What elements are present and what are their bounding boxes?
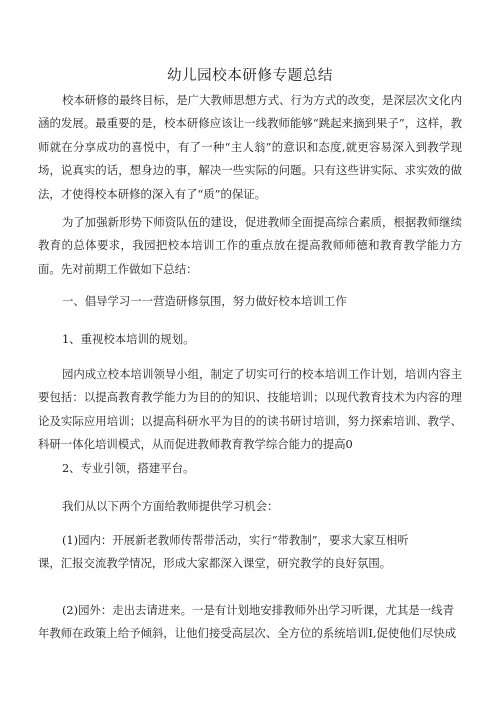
out-park-item-first-line: (2)园外：走出去请进来。一是有计划地安排教师外出学习听课，尤其是一线青 <box>61 603 454 617</box>
in-park-item <box>38 529 462 576</box>
section-heading-one: 一、倡导学习一一营造研修氛围，努力做好校本培训工作 <box>61 294 347 308</box>
point-heading-one: 1、重视校本培训的规划。 <box>61 332 195 346</box>
document-title: 幼儿园校本研修专题总结 <box>166 68 334 84</box>
in-park-item-first-line: (1)园内：开展新老教师传帮带活动，实行“带教制”，要求大家互相听 <box>61 533 409 547</box>
intro-paragraph: 校本研修的最终目标，是广大教师思想方式、行为方式的改变，是深层次文化内涵的发展。最重要的是，校本研修应该让一线教师能够“跳起来摘到果子”，这样，教师就在分享成功的喜悦中，有了一种“主人翁”的意识和态度,就更容易深入到教学现场，说真实的话，想身边的事，解决一些实际的问题。只有这些讲实际、求实效的做法，才使得校本研修的深入有了“质”的保证。 <box>38 93 462 201</box>
two-ways-paragraph: 我们从以下两个方面给教师提供学习机会： <box>61 499 279 513</box>
in-park-item-continuation: 课，汇报交流教学情况，形成大家都深入课堂，研究教学的良好氛围。 <box>38 556 392 571</box>
planning-paragraph: 园内成立校本培训领导小组，制定了切实可行的校本培训工作计划，培训内容主要包括：以提高教育教学能力为目的的知识、技能培训；以现代教育技术为内容的理论及实际应用培训；以提高科研水平为目的的读书研讨培训，努力探索培训、教学、科研一体化培训模式，从而促进教师教育教学综合能力的提高0 <box>38 367 462 452</box>
out-park-item <box>38 599 462 646</box>
purpose-paragraph: 为了加强新形势下师资队伍的建设，促进教师全面提高综合素质，根据教师继续教育的总体要求，我园把校本培训工作的重点放在提高教师师德和教育教学能力方面。先对前期工作做如下总结： <box>38 215 462 276</box>
point-heading-two: 2、专业引领，搭建平台。 <box>61 461 195 475</box>
out-park-item-continuation: 年教师在政策上给予倾斜，让他们接受高层次、全方位的系统培训I,促使他们尽快成 <box>38 626 457 641</box>
